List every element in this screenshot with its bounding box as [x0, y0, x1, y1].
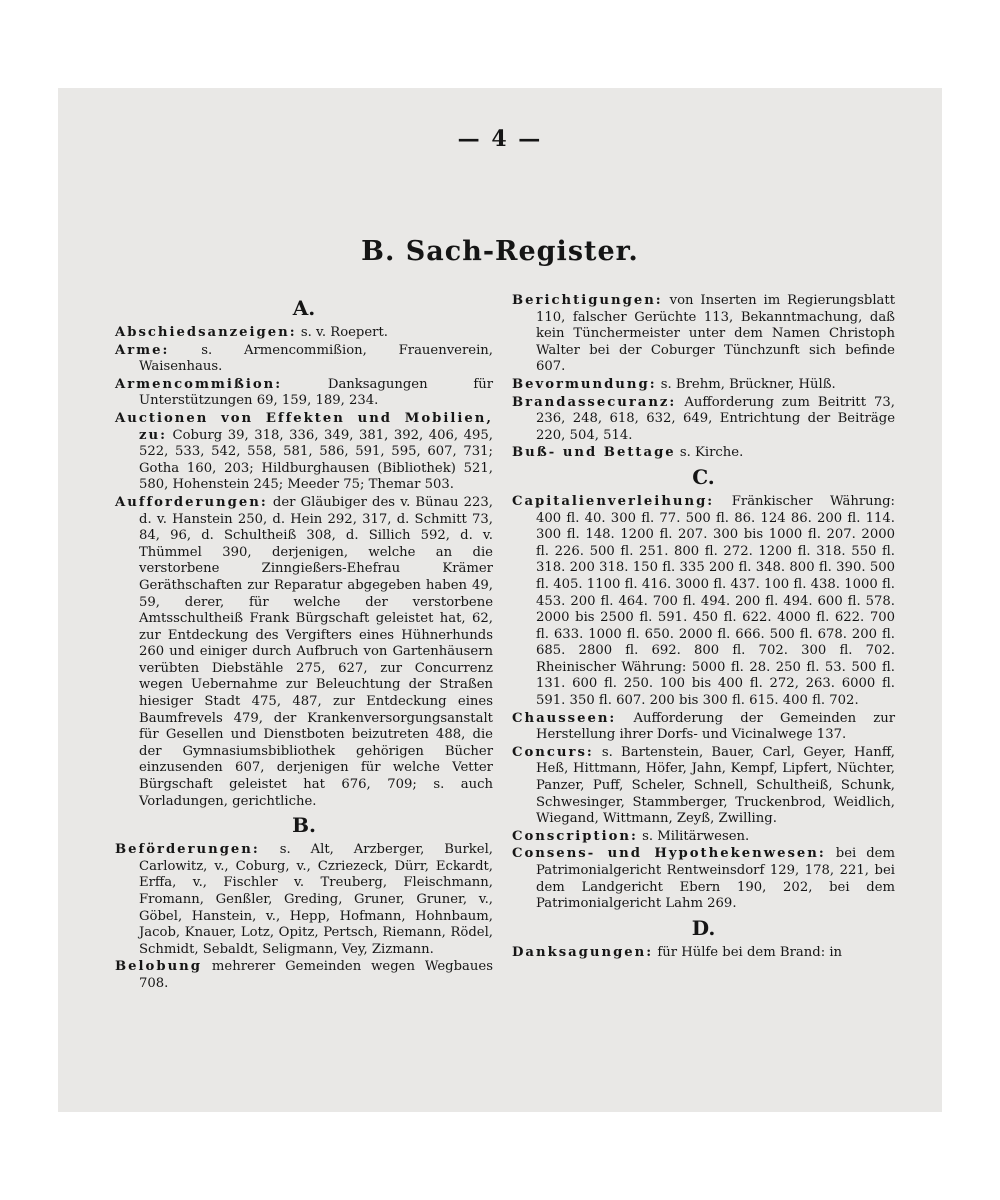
entry-text: Aufforderung zum Beitritt 73, 236, 248, 618, 632, 649, Entrichtung der Beiträge 220, 504, 514.: [536, 394, 895, 443]
index-entry: [512, 711, 895, 744]
entry-text: s. Kirche.: [679, 445, 744, 461]
entry-text: für Hülfe bei dem Brand: in: [657, 944, 843, 960]
entry-text: Fränkischer Währung: 400 fl. 40. 300 fl. 77. 500 fl. 86. 124 86. 200 fl. 114. 300 fl. 148. 1200 fl. 207. 300 bis 1000 fl. 207. 2000 fl. 226. 500 fl. 251. 800 fl. 272. 1200 fl. 318. 550 fl. 318. 200 318. 150 fl. 335 200 fl. 348. 800 fl. 390. 500 fl. 405. 1100 fl. 416. 3000 fl. 437. 100 fl. 438. 1000 fl. 453. 200 fl. 464. 700 fl. 494. 200 fl. 494. 600 fl. 578. 2000 bis 2500 fl. 591. 450 fl. 622. 4000 fl. 622. 700 fl. 633. 1000 fl. 650. 2000 fl. 666. 500 fl. 678. 200 fl. 685. 2800 fl. 692. 800 fl. 702. 300 fl. 702. Rheinischer Währung: 5000 fl. 28. 250 fl. 53. 500 fl. 131. 600 fl. 250. 100 bis 400 fl. 272, 263. 6000 fl. 591. 350 fl. 607. 200 bis 300 fl. 615. 400 fl. 702.: [536, 493, 895, 709]
index-entry: [115, 343, 493, 376]
entry-term: Abschiedsanzeigen:: [115, 325, 297, 340]
entry-text: s. Militärwesen.: [642, 828, 750, 844]
entry-text: s. v. Roepert.: [300, 325, 388, 340]
entry-text: mehrerer Gemeinden wegen Wegbaues 708.: [139, 959, 493, 991]
index-entry: [115, 842, 493, 958]
right-column: [512, 293, 895, 962]
entry-term: Aufforderungen:: [115, 494, 268, 510]
index-entry: [512, 293, 895, 376]
scanned-page: [58, 88, 942, 1112]
index-entry: [512, 745, 895, 828]
entry-term: Concurs:: [512, 744, 594, 760]
entry-term: Chausseen:: [512, 710, 617, 726]
entry-term: Beförderungen:: [115, 842, 260, 858]
entry-term: Danksagungen:: [512, 944, 654, 960]
section-letter: D.: [691, 915, 716, 940]
section-letter: B.: [292, 813, 316, 838]
index-entry: [115, 495, 493, 810]
entry-term: Buß- und Bettage: [512, 445, 676, 461]
entry-term: Belobung: [115, 959, 202, 975]
entry-text: s. Bartenstein, Bauer, Carl, Geyer, Hanff, Heß, Hittmann, Höfer, Jahn, Kempf, Lipfert, Nüchter, Panzer, Puff, Scheler, Schnell, Schultheiß, Schunk, Schwesinger, Stammberger, Truckenbrod, Weidlich, Wiegand, Wittmann, Zeyß, Zwilling.: [536, 744, 895, 827]
index-entry: [115, 325, 493, 342]
section-letter: A.: [292, 296, 316, 320]
entry-term: Capitalienverleihung:: [512, 493, 715, 509]
entry-text: s. Armencommißion, Frauenverein, Waisenhaus.: [139, 342, 493, 375]
entry-term: Arme:: [115, 342, 170, 358]
entry-term: Conscription:: [512, 828, 638, 844]
entry-term: Bevormundung:: [512, 376, 657, 392]
entry-term: Armencommißion:: [115, 376, 283, 392]
entry-term: Berichtigungen:: [512, 293, 663, 308]
index-entry: [115, 377, 493, 410]
index-entry: [512, 377, 895, 394]
index-entry: [512, 494, 895, 710]
entry-term: Consens- und Hypothekenwesen:: [512, 846, 826, 862]
index-entry: [115, 959, 493, 992]
entry-term: Brandassecuranz:: [512, 394, 677, 410]
entry-text: der Gläubiger des v. Bünau 223, d. v. Hanstein 250, d. Hein 292, 317, d. Schmitt 73, 84, 96, d. Schultheiß 308, d. Sillich 592, d. v. Thümmel 390, derjenigen, welche an die verstorbene Zinngießers-Ehefrau Krämer Geräthschaften zur Reparatur abgegeben haben 49, 59, derer, für welche der verstorbene Amtsschultheiß Frank Bürgschaft geleistet hat, 62, zur Entdeckung des Vergifters eines Hühnerhunds 260 und einiger durch Aufbruch von Gartenhäusern verübten Diebstähle 275, 627, zur Concurrenz wegen Uebernahme zur Beleuchtung der Straßen hiesiger Stadt 475, 487, zur Entdeckung eines Baumfrevels 479, der Krankenversorgungsanstalt für Gesellen und Dienstboten beizutreten 488, die der Gymnasiumsbibliothek gehörigen Bücher einzusenden 607, derjenigen für welche Vetter Bürgschaft geleistet hat 676, 709; s. auch Vorladungen, gerichtliche.: [139, 494, 493, 809]
page-title: B. Sach-Register.: [361, 236, 639, 267]
entry-text: von Inserten im Regierungsblatt 110, falscher Gerüchte 113, Bekanntmachung, daß kein Tünchermeister unter dem Namen Christoph Walter bei der Coburger Tünchzunft sich befinde 607.: [536, 293, 895, 375]
entry-text: s. Alt, Arzberger, Burkel, Carlowitz, v., Coburg, v., Czriezeck, Dürr, Eckardt, Erffa, v., Fischler v. Treuberg, Fleischmann, Fromann, Genßler, Greding, Gruner, Gruner, v., Göbel, Hanstein, v., Hepp, Hofmann, Hohnbaum, Jacob, Knauer, Lotz, Opitz, Pertsch, Riemann, Rödel, Schmidt, Sebaldt, Seligmann, Vey, Zizmann.: [139, 842, 493, 957]
section-letter: C.: [692, 464, 715, 489]
entry-text: bei dem Patrimonialgericht Rentweinsdorf 129, 178, 221, bei dem Landgericht Ebern 190, 202, bei dem Patrimonialgericht Lahm 269.: [536, 846, 895, 912]
entry-text: Aufforderung der Gemeinden zur Herstellung ihrer Dorfs- und Vicinalwege 137.: [536, 710, 895, 743]
index-entry: [512, 846, 895, 912]
entry-text: s. Brehm, Brückner, Hülß.: [660, 376, 836, 392]
entry-term: Auctionen von Effekten und Mobilien, zu:: [115, 410, 493, 443]
index-entry: [512, 445, 895, 462]
entry-text: Coburg 39, 318, 336, 349, 381, 392, 406, 495, 522, 533, 542, 558, 581, 586, 591, 595, 607, 731; Gotha 160, 203; Hildburghausen (Bibliothek) 521, 580, Hohenstein 245; Meeder 75; Themar 503.: [139, 427, 493, 493]
index-entry: [512, 395, 895, 445]
entry-text: Danksagungen für Unterstützungen 69, 159, 189, 234.: [139, 376, 493, 409]
left-column: [115, 293, 493, 994]
index-entry: [115, 411, 493, 494]
index-entry: [512, 945, 895, 962]
index-entry: [512, 829, 895, 846]
page-number: — 4 —: [457, 126, 543, 152]
